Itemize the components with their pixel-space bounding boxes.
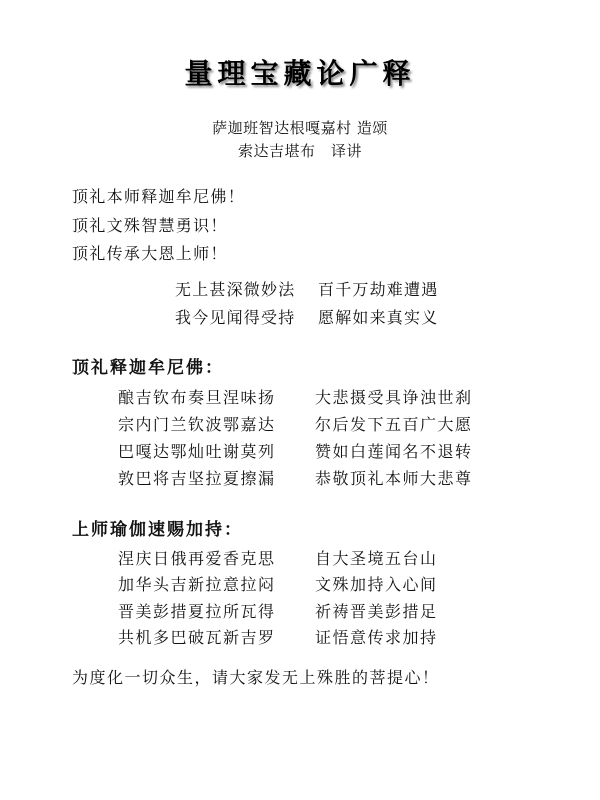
mantra-transliteration: 巴嘎达鄂灿吐谢莫列 [118, 441, 276, 461]
mantra-transliteration: 共机多巴破瓦新吉罗 [118, 627, 276, 647]
composer-line: 萨迦班智达根嘎嘉村 造颂 [212, 119, 388, 137]
verse-right: 百千万劫难遭遇 [318, 280, 439, 299]
mantra-transliteration: 酿吉钦布奏旦涅味扬 [118, 387, 276, 407]
homage-block [72, 183, 245, 269]
mantra-row [118, 599, 438, 625]
section-lines-guru-yoga [118, 546, 438, 651]
mantra-row [118, 411, 473, 438]
mantra-transliteration: 加华头吉新拉意拉闷 [118, 575, 276, 595]
mantra-row [118, 546, 438, 572]
section-heading-guru-yoga: 上师瑜伽速赐加持： [72, 520, 243, 540]
mantra-transliteration: 涅庆日俄再爱香克思 [118, 549, 276, 568]
mantra-translation: 自大圣境五台山 [315, 549, 438, 568]
translator-line: 索达吉堪布 译讲 [237, 142, 362, 160]
mantra-translation: 大悲摄受具诤浊世刹 [315, 387, 473, 407]
document-title: 量理宝藏论广释 [184, 57, 416, 90]
mantra-translation: 文殊加持入心间 [315, 575, 438, 595]
homage-line: 顶礼本师释迦牟尼佛！ [72, 187, 246, 206]
mantra-row [118, 572, 438, 598]
mantra-translation: 尔后发下五百广大愿 [315, 414, 473, 434]
homage-line: 顶礼文殊智慧勇识！ [72, 215, 228, 235]
mantra-transliteration: 宗内门兰钦波鄂嘉达 [118, 414, 276, 434]
mantra-translation: 祈祷晋美彭措足 [315, 601, 438, 621]
section-heading-homage-buddha: 顶礼释迦牟尼佛： [72, 358, 224, 378]
verse-left: 无上甚深微妙法 [175, 280, 296, 299]
homage-line: 顶礼传承大恩上师！ [72, 244, 228, 263]
section-lines-homage-buddha [118, 384, 473, 492]
verse-right: 愿解如来真实义 [318, 308, 439, 327]
mantra-row [118, 465, 473, 492]
verse-left: 我今见闻得受持 [175, 308, 296, 327]
mantra-transliteration: 敦巴将吉坚拉夏擦漏 [118, 468, 276, 488]
mantra-row [118, 384, 473, 411]
verse-row [175, 276, 438, 304]
mantra-translation: 恭敬顶礼本师大悲尊 [315, 468, 473, 488]
verse-row [175, 304, 438, 332]
mantra-row [118, 625, 438, 651]
mantra-row [118, 438, 473, 465]
opening-verse [175, 276, 438, 332]
mantra-translation: 赞如白莲闻名不退转 [315, 441, 473, 461]
closing-aspiration: 为度化一切众生，请大家发无上殊胜的菩提心！ [72, 668, 440, 687]
mantra-transliteration: 晋美彭措夏拉所瓦得 [118, 601, 276, 621]
mantra-translation: 证悟意传求加持 [315, 627, 438, 647]
